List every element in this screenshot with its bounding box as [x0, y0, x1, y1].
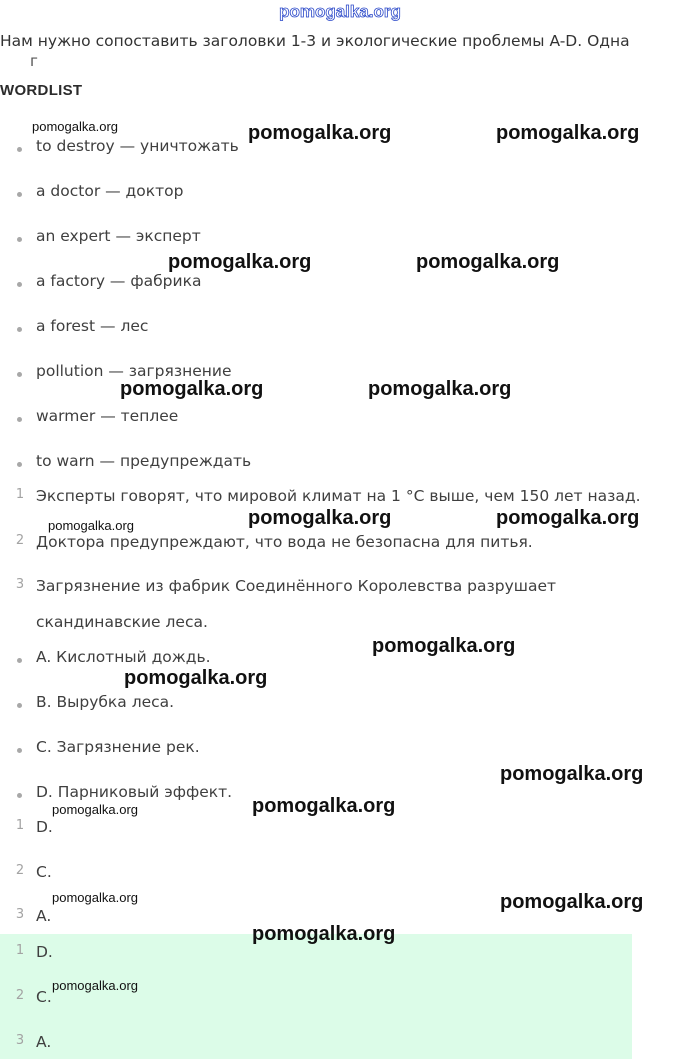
wordlist-item-text: a forest — лес — [36, 317, 149, 335]
watermark: pomogalka.org — [496, 507, 640, 529]
watermark: pomogalka.org — [252, 795, 396, 817]
answer-number: 3 — [15, 1033, 25, 1048]
answer-number: 2 — [15, 863, 25, 878]
answer-text: C. — [36, 863, 52, 881]
problem-item — [0, 648, 640, 678]
wordlist-item-text: warmer — теплее — [36, 407, 179, 425]
bullet-icon — [17, 327, 22, 332]
wordlist-item-text: a factory — фабрика — [36, 272, 202, 290]
watermark: pomogalka.org — [168, 251, 312, 273]
headline-row — [0, 577, 640, 607]
problem-text: D. Парниковый эффект. — [36, 783, 233, 801]
wordlist-item — [0, 362, 640, 392]
bullet-icon — [17, 417, 22, 422]
headline-text: Эксперты говорят, что мировой климат на 1 °С выше, чем 150 лет назад. — [36, 487, 641, 505]
watermark: pomogalka.org — [368, 378, 512, 400]
watermark: pomogalka.org — [52, 890, 138, 905]
watermark: pomogalka.org — [52, 802, 138, 817]
problem-item — [0, 693, 640, 723]
answer-row-highlighted — [0, 943, 640, 973]
answer-text: A. — [36, 907, 52, 925]
watermark: pomogalka.org — [252, 923, 396, 945]
answer-number: 1 — [15, 818, 25, 833]
answer-number: 3 — [15, 907, 25, 922]
wordlist-item-text: to warn — предупреждать — [36, 452, 252, 470]
watermark: pomogalka.org — [496, 122, 640, 144]
watermark: pomogalka.org — [248, 122, 392, 144]
bullet-icon — [17, 748, 22, 753]
answer-number: 1 — [15, 943, 25, 958]
watermark: pomogalka.org — [120, 378, 264, 400]
intro-cut-text: г — [30, 52, 38, 70]
watermark: pomogalka.org — [52, 978, 138, 993]
bullet-icon — [17, 282, 22, 287]
answer-row — [0, 863, 640, 893]
wordlist-item-text: to destroy — уничтожать — [36, 137, 239, 155]
site-header-logo[interactable]: pomogalka.org — [279, 2, 401, 21]
wordlist-item — [0, 407, 640, 437]
watermark: pomogalka.org — [248, 507, 392, 529]
problem-text: B. Вырубка леса. — [36, 693, 175, 711]
answer-number: 2 — [15, 988, 25, 1003]
wordlist-item — [0, 452, 640, 482]
wordlist-heading: WORDLIST — [0, 82, 83, 99]
problem-text: A. Кислотный дождь. — [36, 648, 211, 666]
answer-text: D. — [36, 943, 53, 961]
watermark: pomogalka.org — [372, 635, 516, 657]
watermark: pomogalka.org — [500, 763, 644, 785]
wordlist-item — [0, 317, 640, 347]
headline-number: 1 — [15, 487, 25, 502]
watermark: pomogalka.org — [124, 667, 268, 689]
watermark: pomogalka.org — [32, 119, 118, 134]
bullet-icon — [17, 658, 22, 663]
wordlist-item-text: pollution — загрязнение — [36, 362, 232, 380]
answer-text: A. — [36, 1033, 52, 1051]
answer-text: D. — [36, 818, 53, 836]
bullet-icon — [17, 192, 22, 197]
bullet-icon — [17, 703, 22, 708]
headline-row-continued — [0, 613, 640, 643]
intro-cut-line — [0, 52, 680, 74]
headline-row — [0, 533, 640, 563]
answer-row-highlighted — [0, 1033, 640, 1063]
wordlist-item — [0, 272, 640, 302]
headline-text: Загрязнение из фабрик Соединённого Королевства разрушает — [36, 577, 557, 595]
bullet-icon — [17, 147, 22, 152]
bullet-icon — [17, 237, 22, 242]
watermark: pomogalka.org — [500, 891, 644, 913]
answer-text: C. — [36, 988, 52, 1006]
watermark: pomogalka.org — [48, 518, 134, 533]
bullet-icon — [17, 462, 22, 467]
wordlist-item — [0, 182, 640, 212]
headline-text: скандинавские леса. — [36, 613, 208, 631]
headline-number: 3 — [15, 577, 25, 592]
bullet-icon — [17, 372, 22, 377]
wordlist-item-text: an expert — эксперт — [36, 227, 201, 245]
headline-number: 2 — [15, 533, 25, 548]
answer-row — [0, 818, 640, 848]
headline-text: Доктора предупреждают, что вода не безопасна для питья. — [36, 533, 533, 551]
wordlist-item-text: a doctor — доктор — [36, 182, 184, 200]
watermark: pomogalka.org — [416, 251, 560, 273]
intro-text: Нам нужно сопоставить заголовки 1-3 и экологические проблемы A-D. Одна — [0, 32, 630, 50]
bullet-icon — [17, 793, 22, 798]
problem-text: C. Загрязнение рек. — [36, 738, 200, 756]
